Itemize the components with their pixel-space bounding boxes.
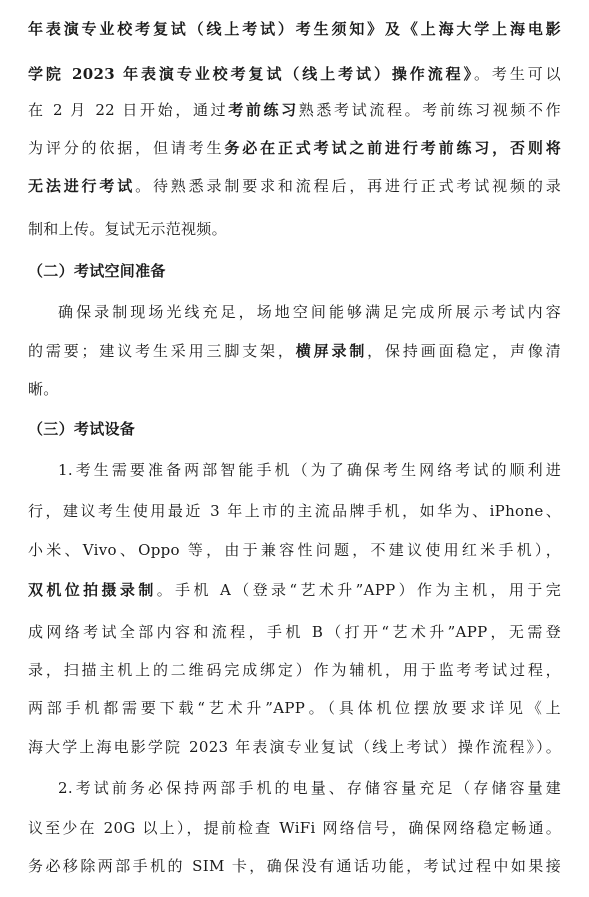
paragraph-3-line-5: [28, 617, 561, 647]
text-run: 在 2 月 22 日开始，通过: [28, 101, 229, 119]
section-heading-space: （二）考试空间准备: [28, 262, 166, 280]
paragraph-3-line-3: [28, 535, 561, 565]
text-run: 两部手机都需要下载“艺术升”APP。（具体机位摆放要求详见《上: [28, 699, 561, 717]
bold-run: 年表演专业校考复试（线上考试）考生须知》及《上海大学上海电影: [28, 20, 561, 38]
text-run: 制和上传。复试无示范视频。: [28, 220, 227, 238]
text-run: 1.考生需要准备两部智能手机（为了确保考生网络考试的顺利进: [58, 461, 561, 479]
paragraph-3-line-6: [28, 655, 561, 685]
paragraph-1-line-4: [28, 133, 561, 163]
text-run: 熟悉考试流程。考前练习视频不作: [298, 101, 561, 119]
paragraph-4-line-1: [58, 773, 561, 803]
paragraph-1-line-3: [28, 95, 561, 125]
text-run: ，保持画面稳定，声像清: [367, 342, 561, 360]
paragraph-3-line-4: [28, 575, 561, 605]
text-run: 务必移除两部手机的 SIM 卡，确保没有通话功能，考试过程中如果接: [28, 857, 561, 875]
paragraph-2-line-2: [28, 336, 561, 366]
paragraph-2-line-3: [28, 374, 561, 404]
text-run: 行，建议考生使用最近 3 年上市的主流品牌手机，如华为、iPhone、: [28, 502, 561, 520]
text-run: 海大学上海电影学院 2023 年表演专业复试（线上考试）操作流程》）。: [28, 738, 561, 756]
paragraph-3-line-1: [58, 455, 561, 485]
bold-run: 学院 2023 年表演专业校考复试（线上考试）操作流程》: [28, 65, 474, 83]
text-run: 录，扫描主机上的二维码完成绑定）作为辅机，用于监考考试过程，: [28, 661, 561, 679]
text-run: 小米、Vivo、Oppo 等，由于兼容性问题，不建议使用红米手机），: [28, 541, 561, 559]
paragraph-4-line-2: [28, 813, 561, 843]
bold-run: 考前练习: [228, 101, 299, 119]
paragraph-1-line-5: [28, 171, 561, 201]
text-run: 。考生可以: [474, 65, 561, 83]
paragraph-3-line-7: [28, 693, 561, 723]
paragraph-2-line-1: [58, 297, 561, 327]
text-run: 确保录制现场光线充足，场地空间能够满足完成所展示考试内容: [58, 303, 561, 321]
text-run: 。待熟悉录制要求和流程后，再进行正式考试视频的录: [135, 177, 561, 195]
text-run: 的需要；建议考生采用三脚支架，: [28, 342, 296, 360]
paragraph-1-line-1: [28, 14, 561, 44]
text-run: 成网络考试全部内容和流程，手机 B（打开“艺术升”APP，无需登: [28, 623, 561, 641]
paragraph-4-line-3: [28, 851, 561, 881]
bold-run: 务必在正式考试之前进行考前练习，否则将: [224, 139, 561, 157]
text-run: 晰。: [28, 380, 59, 398]
paragraph-1-line-2: [28, 59, 561, 89]
paragraph-3-line-2: [28, 496, 561, 526]
text-run: 为评分的依据，但请考生: [28, 139, 225, 157]
bold-run: 无法进行考试: [28, 177, 136, 195]
bold-run: 横屏录制: [295, 342, 368, 360]
section-heading-equipment: （三）考试设备: [28, 420, 136, 438]
paragraph-1-line-6: [28, 214, 561, 244]
bold-run: 双机位拍摄录制: [28, 581, 157, 599]
text-run: 2.考试前务必保持两部手机的电量、存储容量充足（存储容量建: [58, 779, 561, 797]
text-run: 议至少在 20G 以上），提前检查 WiFi 网络信号，确保网络稳定畅通。: [28, 819, 561, 837]
paragraph-3-line-8: [28, 732, 561, 762]
text-run: 。手机 A（登录“艺术升”APP）作为主机，用于完: [156, 581, 561, 599]
